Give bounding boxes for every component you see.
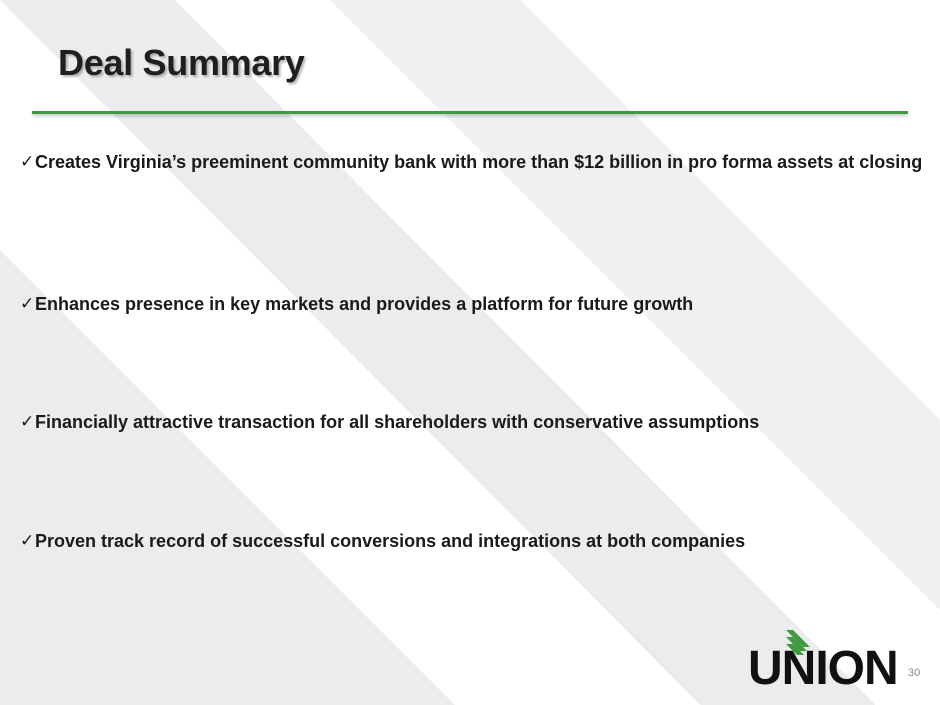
bullet-text: Financially attractive transaction for all shareholders with conservative assumptions	[35, 412, 760, 432]
checkmark-icon: ✓	[20, 531, 35, 551]
bullet-item	[20, 410, 940, 435]
title-divider	[32, 111, 908, 114]
bullet-text: Proven track record of successful conversions and integrations at both companies	[35, 531, 746, 551]
checkmark-icon: ✓	[20, 412, 35, 432]
union-logo	[748, 630, 904, 695]
bullet-item	[20, 150, 940, 175]
page-title: Deal Summary	[58, 42, 305, 83]
bullet-item	[20, 529, 940, 554]
checkmark-icon: ✓	[20, 294, 35, 314]
checkmark-icon: ✓	[20, 152, 35, 172]
bullet-text: Creates Virginia’s preeminent community bank with more than $12 billion in pro forma assets at closing	[35, 152, 923, 172]
bullet-item	[20, 292, 940, 317]
logo-wordmark: UNION	[748, 642, 898, 695]
bullet-text: Enhances presence in key markets and provides a platform for future growth	[35, 294, 694, 314]
page-number: 30	[908, 667, 921, 679]
